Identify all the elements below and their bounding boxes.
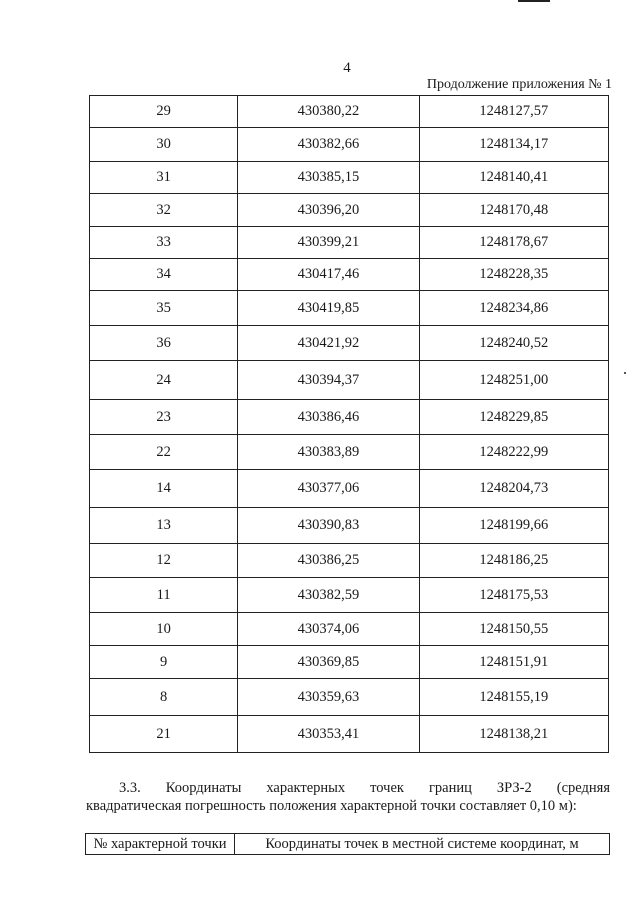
coordinates-header: Координаты точек в местной системе координат, м [235, 834, 610, 855]
table-row [90, 361, 609, 400]
x-coordinate-cell: 430369,85 [238, 646, 419, 679]
x-coordinate-cell: 430399,21 [238, 227, 419, 259]
scan-speck [624, 372, 626, 374]
header-row [86, 834, 610, 855]
point-number-cell: 34 [90, 259, 238, 291]
x-coordinate-cell: 430374,06 [238, 613, 419, 646]
y-coordinate-cell: 1248229,85 [419, 400, 608, 435]
x-coordinate-cell: 430382,59 [238, 578, 419, 613]
point-number-cell: 9 [90, 646, 238, 679]
point-number-cell: 13 [90, 508, 238, 544]
y-coordinate-cell: 1248222,99 [419, 435, 608, 470]
x-coordinate-cell: 430417,46 [238, 259, 419, 291]
x-coordinate-cell: 430390,83 [238, 508, 419, 544]
section-heading-text: 3.3. Координаты характерных точек границ ЗРЗ-2 (средняя [119, 780, 610, 796]
point-number-cell: 12 [90, 544, 238, 578]
point-number-cell: 36 [90, 326, 238, 361]
x-coordinate-cell: 430359,63 [238, 679, 419, 716]
table-row [90, 162, 609, 194]
y-coordinate-cell: 1248228,35 [419, 259, 608, 291]
table-row [90, 326, 609, 361]
y-coordinate-cell: 1248204,73 [419, 470, 608, 508]
table-row [90, 613, 609, 646]
coordinates-table [89, 95, 609, 753]
zrz2-coordinates-table-header [85, 833, 610, 855]
point-number-cell: 24 [90, 361, 238, 400]
table-row [90, 259, 609, 291]
x-coordinate-cell: 430382,66 [238, 128, 419, 162]
y-coordinate-cell: 1248170,48 [419, 194, 608, 227]
table-row [90, 544, 609, 578]
x-coordinate-cell: 430380,22 [238, 96, 419, 128]
y-coordinate-cell: 1248175,53 [419, 578, 608, 613]
y-coordinate-cell: 1248240,52 [419, 326, 608, 361]
y-coordinate-cell: 1248127,57 [419, 96, 608, 128]
y-coordinate-cell: 1248134,17 [419, 128, 608, 162]
y-coordinate-cell: 1248151,91 [419, 646, 608, 679]
table-row [90, 291, 609, 326]
x-coordinate-cell: 430377,06 [238, 470, 419, 508]
x-coordinate-cell: 430396,20 [238, 194, 419, 227]
point-number-cell: 29 [90, 96, 238, 128]
point-number-cell: 11 [90, 578, 238, 613]
y-coordinate-cell: 1248199,66 [419, 508, 608, 544]
table-row [90, 716, 609, 753]
point-number-cell: 22 [90, 435, 238, 470]
y-coordinate-cell: 1248155,19 [419, 679, 608, 716]
y-coordinate-cell: 1248251,00 [419, 361, 608, 400]
point-number-cell: 21 [90, 716, 238, 753]
page-number: 4 [343, 60, 351, 76]
point-number-cell: 8 [90, 679, 238, 716]
point-number-header: № характерной точки [86, 834, 235, 855]
point-number-cell: 30 [90, 128, 238, 162]
point-number-cell: 23 [90, 400, 238, 435]
y-coordinate-cell: 1248186,25 [419, 544, 608, 578]
top-edge-mark [518, 0, 550, 2]
section-paragraph-line-2: квадратическая погрешность положения характерной точки составляет 0,10 м): [86, 798, 577, 814]
x-coordinate-cell: 430383,89 [238, 435, 419, 470]
y-coordinate-cell: 1248178,67 [419, 227, 608, 259]
x-coordinate-cell: 430419,85 [238, 291, 419, 326]
coordinates-table-body [90, 96, 609, 753]
point-number-cell: 14 [90, 470, 238, 508]
point-number-cell: 31 [90, 162, 238, 194]
table-row [90, 194, 609, 227]
y-coordinate-cell: 1248138,21 [419, 716, 608, 753]
x-coordinate-cell: 430386,25 [238, 544, 419, 578]
table-row [90, 646, 609, 679]
table-row [90, 400, 609, 435]
table-row [90, 128, 609, 162]
table-row [90, 96, 609, 128]
appendix-continuation-label: Продолжение приложения № 1 [426, 77, 612, 92]
y-coordinate-cell: 1248234,86 [419, 291, 608, 326]
x-coordinate-cell: 430394,37 [238, 361, 419, 400]
y-coordinate-cell: 1248140,41 [419, 162, 608, 194]
y-coordinate-cell: 1248150,55 [419, 613, 608, 646]
table-row [90, 679, 609, 716]
table-row [90, 227, 609, 259]
x-coordinate-cell: 430353,41 [238, 716, 419, 753]
x-coordinate-cell: 430385,15 [238, 162, 419, 194]
table-row [90, 508, 609, 544]
table-row [90, 578, 609, 613]
x-coordinate-cell: 430386,46 [238, 400, 419, 435]
point-number-cell: 33 [90, 227, 238, 259]
section-paragraph-line-1 [86, 779, 610, 797]
point-number-cell: 10 [90, 613, 238, 646]
x-coordinate-cell: 430421,92 [238, 326, 419, 361]
table-row [90, 470, 609, 508]
point-number-cell: 35 [90, 291, 238, 326]
table-row [90, 435, 609, 470]
point-number-cell: 32 [90, 194, 238, 227]
